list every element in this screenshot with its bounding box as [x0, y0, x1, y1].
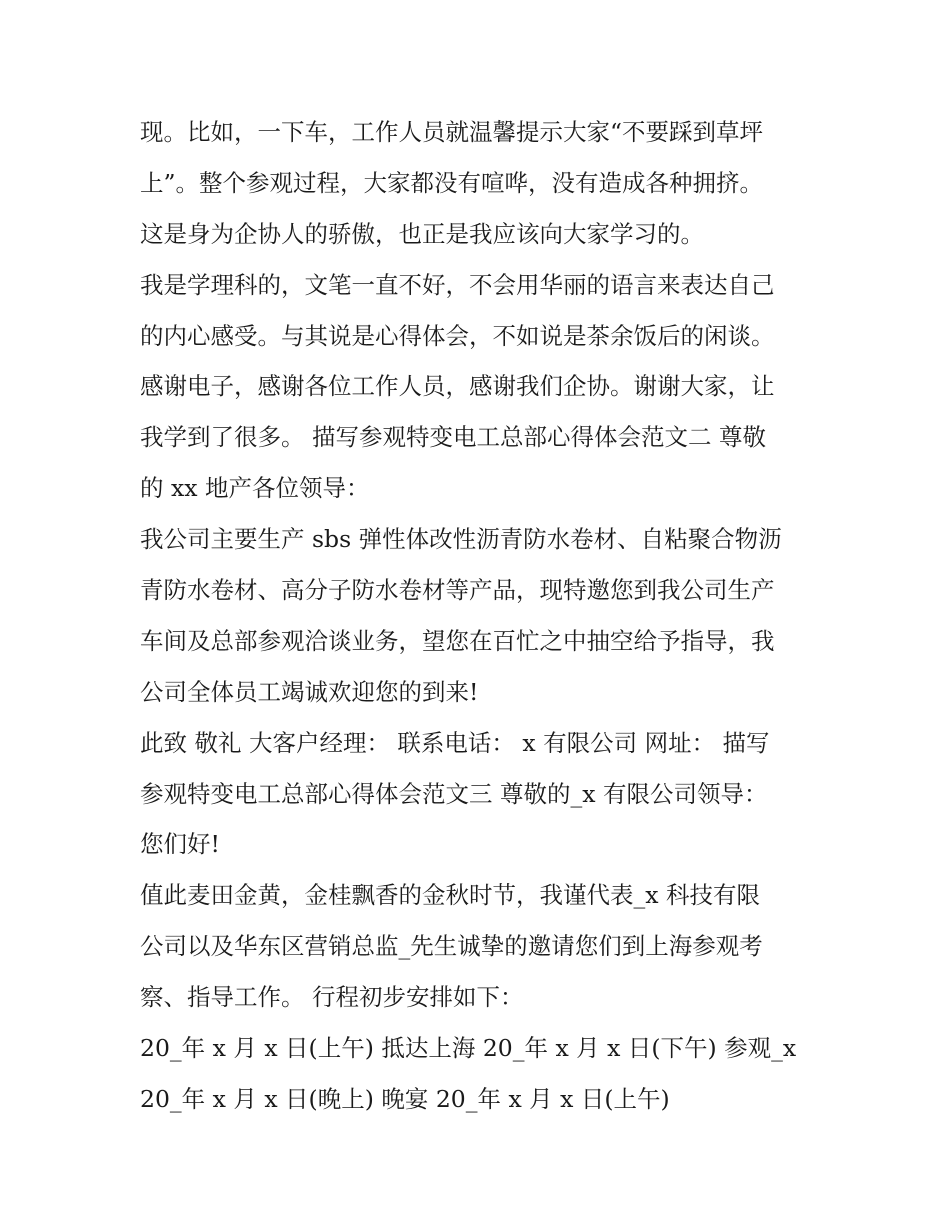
text-line-7: 我学到了很多。 描写参观特变电工总部心得体会范文二 尊敬 — [140, 423, 766, 452]
text-line-10: 青防水卷材、高分子防水卷材等产品，现特邀您到我公司生产 — [140, 576, 775, 605]
text-line-3: 这是身为企协人的骄傲，也正是我应该向大家学习的。 — [140, 219, 704, 248]
text-line-5: 的内心感受。与其说是心得体会，不如说是茶余饭后的闲谈。 — [140, 321, 775, 350]
text-line-8: 的 xx 地产各位领导： — [140, 474, 370, 503]
text-line-14: 参观特变电工总部心得体会范文三 尊敬的_x 有限公司领导： — [140, 779, 768, 808]
text-line-6: 感谢电子，感谢各位工作人员，感谢我们企协。谢谢大家，让 — [140, 372, 775, 401]
text-line-15: 您们好! — [140, 830, 220, 859]
text-line-4: 我是学理科的，文笔一直不好，不会用华丽的语言来表达自己 — [140, 270, 775, 299]
text-line-20: 20_年 x 月 x 日(晚上) 晚宴 20_年 x 月 x 日(上午) — [140, 1084, 670, 1113]
text-line-17: 公司以及华东区营销总监_先生诚挚的邀请您们到上海参观考 — [140, 932, 763, 961]
text-line-11: 车间及总部参观洽谈业务，望您在百忙之中抽空给予指导，我 — [140, 626, 775, 655]
document-body — [140, 107, 820, 1125]
text-line-2: 上”。整个参观过程，大家都没有喧哗，没有造成各种拥挤。 — [140, 168, 764, 197]
text-line-18: 察、指导工作。 行程初步安排如下： — [140, 983, 524, 1012]
text-line-16: 值此麦田金黄，金桂飘香的金秋时节，我谨代表_x 科技有限 — [140, 881, 760, 910]
text-line-9: 我公司主要生产 sbs 弹性体改性沥青防水卷材、自粘聚合物沥 — [140, 525, 782, 554]
text-line-12: 公司全体员工竭诚欢迎您的到来! — [140, 677, 479, 706]
text-line-19: 20_年 x 月 x 日(上午) 抵达上海 20_年 x 月 x 日(下午) 参观_x — [140, 1034, 797, 1063]
text-line-1: 现。比如，一下车，工作人员就温馨提示大家“不要踩到草坪 — [140, 118, 764, 146]
text-line-13: 此致 敬礼 大客户经理： 联系电话： x 有限公司 网址： 描写 — [140, 728, 770, 757]
